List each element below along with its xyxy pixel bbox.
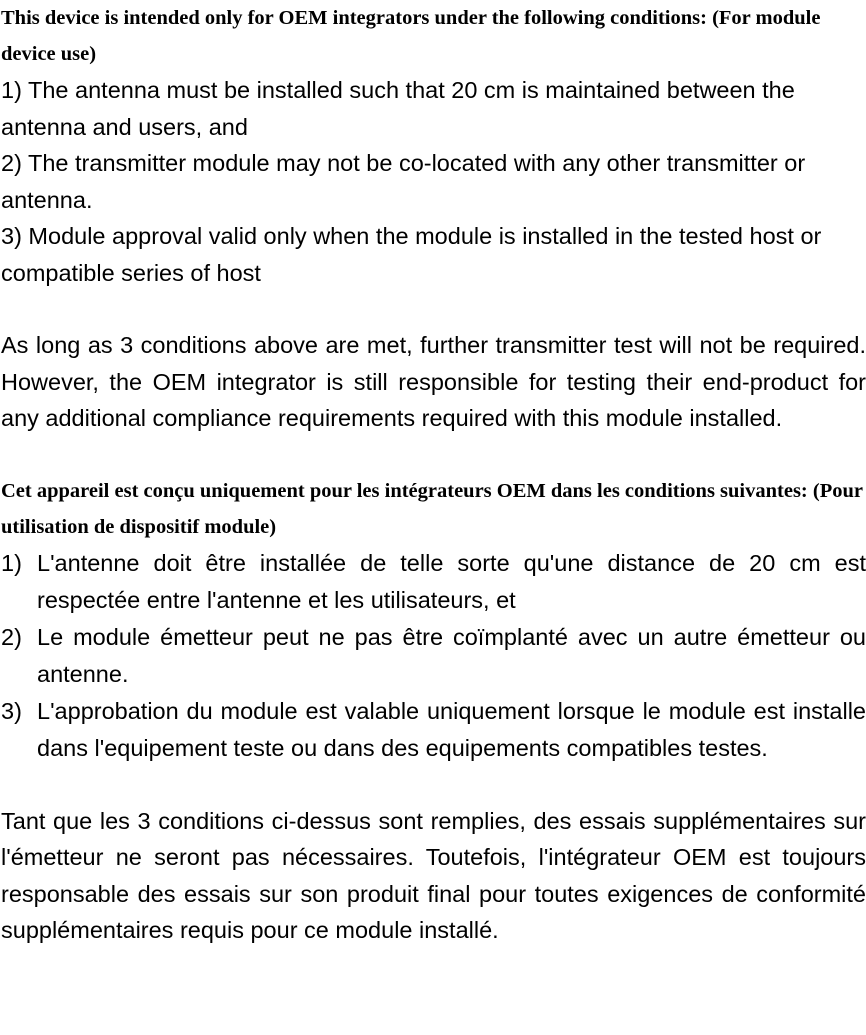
list-text: L'antenne doit être installée de telle sorte qu'une distance de 20 cm est respectée entre l'antenne et les utilisateurs, et <box>37 549 866 613</box>
spacer <box>1 767 866 803</box>
english-paragraph: As long as 3 conditions above are met, further transmitter test will not be required. However, the OEM integrator is still responsible for testing their end-product for any additional compliance requirements required with this module installed. <box>1 332 866 431</box>
english-condition-2: 2) The transmitter module may not be co-located with any other transmitter or antenna. <box>1 150 806 213</box>
list-text: Le module émetteur peut ne pas être coïmplanté avec un autre émetteur ou antenne. <box>37 623 866 687</box>
list-number: 1) <box>1 549 22 576</box>
list-number: 2) <box>1 623 22 650</box>
english-heading: This device is intended only for OEM integrators under the following conditions: (For module device use) <box>1 7 821 65</box>
spacer <box>1 291 866 327</box>
english-condition-1: 1) The antenna must be installed such that 20 cm is maintained between the antenna and users, and <box>1 77 795 140</box>
list-item <box>1 619 866 693</box>
english-condition-3: 3) Module approval valid only when the module is installed in the tested host or compatible series of host <box>1 223 822 286</box>
list-item <box>1 545 866 619</box>
spacer <box>1 437 866 473</box>
list-item <box>1 693 866 767</box>
french-heading: Cet appareil est conçu uniquement pour les intégrateurs OEM dans les conditions suivantes: (Pour utilisation de dispositif module) <box>1 479 863 538</box>
french-conditions-list <box>1 545 866 767</box>
list-number: 3) <box>1 697 22 724</box>
french-paragraph: Tant que les 3 conditions ci-dessus sont remplies, des essais supplémentaires sur l'émetteur ne seront pas nécessaires. Toutefois, l'intégrateur OEM est toujours responsable des essais sur son produit final pour toutes exigences de conformité supplémentaires requis pour ce module installé. <box>1 807 866 943</box>
list-text: L'approbation du module est valable uniquement lorsque le module est installe dans l'equipement teste ou dans des equipements compatibles testes. <box>37 697 866 761</box>
